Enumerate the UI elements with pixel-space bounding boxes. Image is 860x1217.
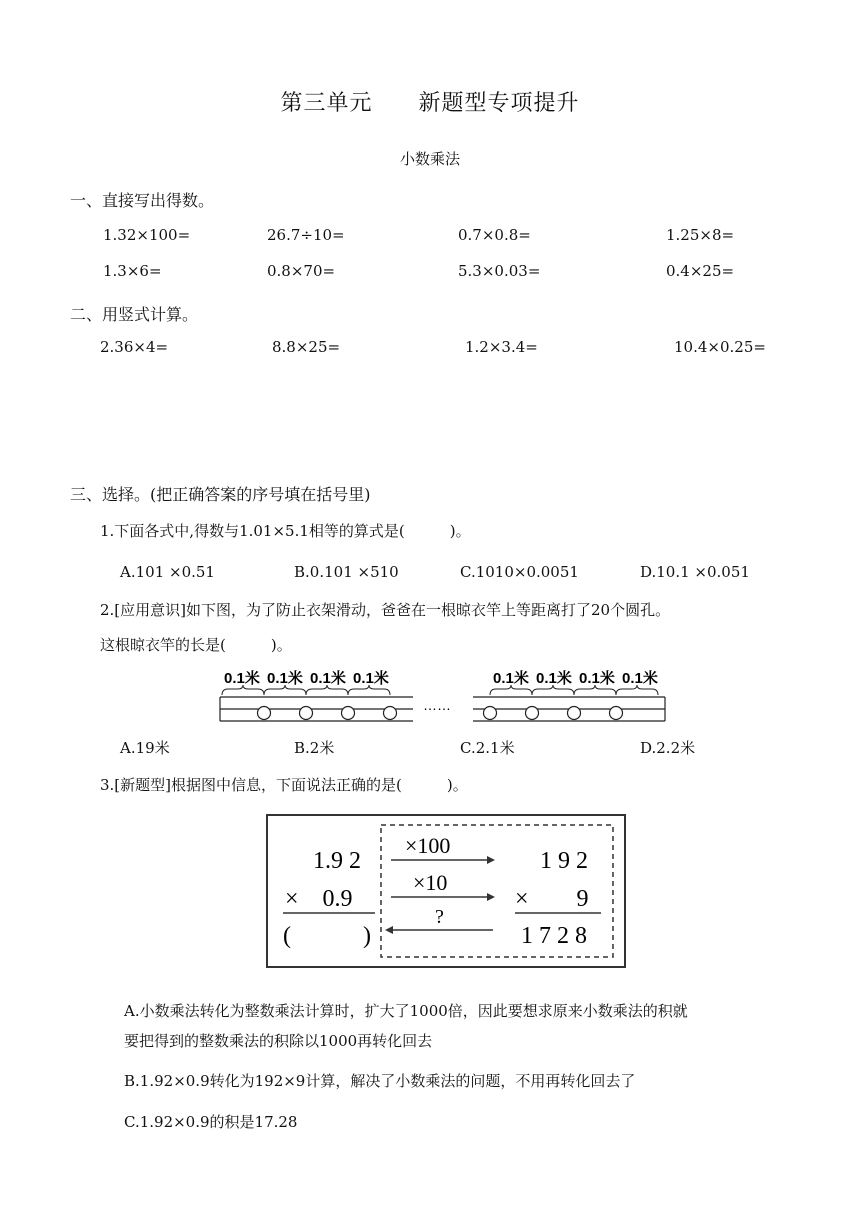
- q3-option-b: B.1.92×0.9转化为192×9计算，解决了小数乘法的问题，不用再转化回去了: [124, 1072, 636, 1090]
- right-top-number: 1 9 2: [540, 848, 588, 874]
- section2-heading: 二、用竖式计算。: [70, 305, 199, 324]
- q2-option-c: C.2.1米: [460, 739, 515, 757]
- segment-label: 0.1米: [536, 670, 572, 687]
- segment-label: 0.1米: [353, 670, 389, 687]
- q2-option-a: A.19米: [120, 739, 170, 757]
- section1-heading: 一、直接写出得数。: [70, 191, 215, 210]
- multiplication-figure: [265, 813, 629, 971]
- segment-label: 0.1米: [267, 670, 303, 687]
- q2-stem-line2: 这根晾衣竿的长是( )。: [100, 636, 292, 654]
- q1-option-b: B.0.101 ×510: [294, 563, 399, 581]
- section1-item: 1.3×6=: [103, 262, 162, 280]
- section1-item: 0.4×25=: [666, 262, 735, 280]
- section2-item: 1.2×3.4=: [465, 338, 538, 356]
- section1-item: 0.8×70=: [267, 262, 336, 280]
- q3-option-a-line2: 要把得到的整数乘法的积除以1000再转化回去: [124, 1032, 433, 1050]
- arrow2-label: ×10: [413, 870, 448, 895]
- ellipsis: ……: [423, 697, 451, 713]
- right-bottom-number: 1 7 2 8: [521, 923, 587, 949]
- segment-label: 0.1米: [579, 670, 615, 687]
- pole-figure: [218, 665, 668, 730]
- q3-option-c: C.1.92×0.9的积是17.28: [124, 1113, 298, 1131]
- q1-option-d: D.10.1 ×0.051: [640, 563, 750, 581]
- left-mid-number: × 0.9: [285, 886, 353, 912]
- section1-item: 1.25×8=: [666, 226, 735, 244]
- section1-item: 26.7÷10=: [267, 226, 345, 244]
- q1-option-c: C.1010×0.0051: [460, 563, 579, 581]
- arrow3-label: ?: [435, 906, 444, 928]
- segment-label: 0.1米: [310, 670, 346, 687]
- q2-option-d: D.2.2米: [640, 739, 696, 757]
- left-bottom-blank: ( ): [283, 923, 371, 949]
- arrow1-label: ×100: [405, 833, 451, 858]
- left-top-number: 1.9 2: [313, 848, 361, 874]
- page-title: 第三单元 新题型专项提升: [280, 91, 580, 116]
- segment-label: 0.1米: [224, 670, 260, 687]
- segment-label: 0.1米: [622, 670, 658, 687]
- section2-item: 10.4×0.25=: [674, 338, 766, 356]
- q1-stem: 1.下面各式中,得数与1.01×5.1相等的算式是( )。: [100, 522, 471, 540]
- q3-stem: 3.[新题型]根据图中信息，下面说法正确的是( )。: [100, 776, 468, 794]
- page-subtitle: 小数乘法: [399, 150, 460, 168]
- section1-item: 0.7×0.8=: [458, 226, 531, 244]
- segment-label: 0.1米: [493, 670, 529, 687]
- q2-stem-line1: 2.[应用意识]如下图，为了防止衣架滑动，爸爸在一根晾衣竿上等距离打了20个圆孔。: [100, 601, 671, 619]
- section2-item: 8.8×25=: [272, 338, 341, 356]
- right-mid-number: × 9: [515, 886, 589, 912]
- section1-item: 1.32×100=: [103, 226, 191, 244]
- q1-option-a: A.101 ×0.51: [120, 563, 215, 581]
- q2-option-b: B.2米: [294, 739, 335, 757]
- q3-option-a-line1: A.小数乘法转化为整数乘法计算时，扩大了1000倍，因此要想求原来小数乘法的积就: [124, 1002, 688, 1020]
- section2-item: 2.36×4=: [100, 338, 169, 356]
- section3-heading: 三、选择。(把正确答案的序号填在括号里): [70, 485, 371, 504]
- section1-item: 5.3×0.03=: [458, 262, 541, 280]
- q3-option-a: [124, 996, 774, 1056]
